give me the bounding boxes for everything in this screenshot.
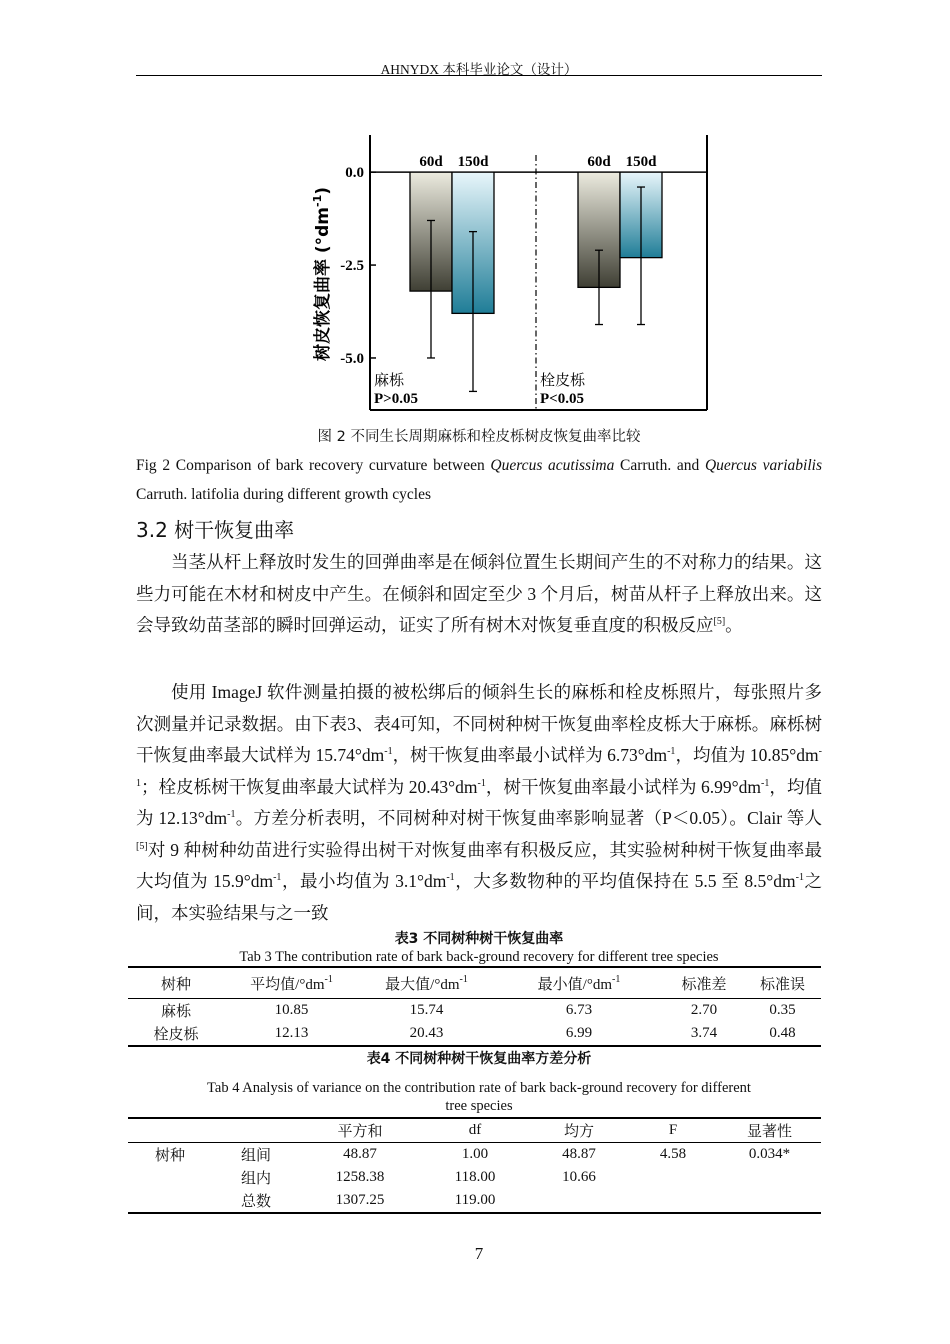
table4-header-cell: F	[668, 1122, 678, 1138]
section-title: 3.2 树干恢复曲率	[136, 518, 295, 542]
bar-label: 60d	[419, 154, 443, 171]
page-number: 7	[474, 1244, 484, 1263]
table4-header-cell: 均方	[563, 1124, 594, 1140]
figure-caption-en: Fig 2 Comparison of bark recovery curvature between Quercus acutissima Carruth. and Quercus variabilis Carruth. latifolia during different growth cycles	[136, 457, 822, 503]
bar-chart	[300, 130, 720, 412]
table-cell: 12.13	[274, 1025, 309, 1041]
running-header: AHNYDX 本科毕业论文（设计）	[380, 62, 578, 77]
paragraph-1: 当茎从杆上释放时发生的回弹曲率是在倾斜位置生长期间产生的不对称力的结果。这些力可能在木材和树皮中产生。在倾斜和固定至少 3 个月后，树苗从杆子上释放出来。这会导致幼苗茎部的瞬时回弹运动，证实了所有树木对恢复垂直度的积极反应[5]。	[136, 552, 822, 635]
table3-header-row	[128, 967, 821, 999]
table-cell: 118.00	[454, 1169, 496, 1185]
bar-label: 150d	[457, 154, 489, 171]
table-cell: 树种	[154, 1148, 185, 1164]
table-cell: 6.99	[565, 1025, 593, 1041]
table4	[128, 1117, 821, 1214]
table3-title-en: Tab 3 The contribution rate of bark back-ground recovery for different tree species	[239, 949, 719, 965]
table-cell: 15.74	[409, 1002, 444, 1018]
table-cell: 48.87	[343, 1146, 377, 1162]
table-cell: 20.43	[409, 1025, 444, 1041]
table-cell: 1307.25	[335, 1192, 385, 1208]
table-row	[128, 999, 821, 1023]
table-cell: 6.73	[565, 1002, 593, 1018]
species-label: 麻栎	[374, 371, 405, 389]
table4-title-en: Tab 4 Analysis of variance on the contribution rate of bark back-ground recovery for different tree species	[207, 1080, 751, 1114]
table-cell	[718, 1189, 821, 1213]
table-cell: 2.70	[690, 1002, 718, 1018]
table-cell	[628, 1189, 718, 1213]
table-cell	[628, 1166, 718, 1189]
table-cell: 组内	[240, 1171, 271, 1187]
table3	[128, 966, 821, 1047]
y-tick-label: -2.5	[340, 258, 364, 275]
table4-header-cell	[128, 1118, 212, 1143]
table-cell	[718, 1166, 821, 1189]
table-row	[128, 1189, 821, 1213]
table3-header-cell: 树种	[160, 976, 191, 993]
p-value-label: P>0.05	[374, 391, 418, 407]
table4-header-cell: 显著性	[746, 1124, 792, 1140]
table-cell: 麻栎	[160, 1004, 191, 1020]
table4-title-cn: 表4 不同树种树干恢复曲率方差分析	[366, 1051, 592, 1067]
table4-header-cell	[212, 1118, 300, 1143]
table3-header-cell: 标准差	[681, 976, 727, 993]
bar-label: 150d	[625, 154, 657, 171]
table-cell: 0.48	[769, 1025, 796, 1041]
table-cell: 10.85	[274, 1002, 309, 1018]
table-row	[128, 1166, 821, 1189]
table-cell	[530, 1189, 628, 1213]
table3-header-cell: 最小值$/^\circ dm^{-1}$	[537, 973, 621, 993]
table3-header-cell: 平均值$/^\circ dm^{-1}$	[250, 973, 333, 993]
figure-caption-cn: 图 2 不同生长周期麻栎和栓皮栎树皮恢复曲率比较	[317, 429, 641, 445]
bar-label: 60d	[587, 154, 611, 171]
table3-header-cell: 标准误	[759, 976, 805, 993]
y-tick-label: 0.0	[345, 165, 364, 182]
paragraph-2: 使用 ImageJ 软件测量拍摄的被松绑后的倾斜生长的麻栎和栓皮栎照片，每张照片多次测量并记录数据。由下表3、表4可知，不同树种树干恢复曲率栓皮栎大于麻栎。麻栎树干恢复曲率最大试样为 $15.74^\circ dm^{-1}$，树干恢复曲率最小试样为 $6.73^\circ dm^{-1}$，均值为 $10.85^\circ dm^{-1}$；栓皮栎树干恢复曲率最大试样为 $20.43^\circ dm^{-1}$，树干恢复曲率最小试样为 $6.99^\circ dm^{-1}$，均值为 $12.13^\circ dm^{-1}$。方差分析表明，不同树种对树干恢复曲率影响显著（P＜0.05）。Clair 等人[5]对 9 种树种幼苗进行实验得出树干对恢复曲率有积极反应，其实验树种树干恢复曲率最大均值为 $15.9^\circ dm^{-1}$，最小均值为 $3.1^\circ dm^{-1}$，大多数物种的平均值保持在 5.5 至 $8.5^\circ dm^{-1}$之间，本实验结果与之一致	[136, 682, 822, 923]
table3-title-cn: 表3 不同树种树干恢复曲率	[394, 931, 564, 947]
table-cell: 0.034*	[748, 1146, 791, 1162]
table-cell: 3.74	[690, 1025, 718, 1041]
species-label: 栓皮栎	[540, 371, 586, 389]
table-cell: 0.35	[769, 1002, 796, 1018]
table-cell: 48.87	[562, 1146, 596, 1162]
table-row	[128, 1143, 821, 1167]
table-row	[128, 1022, 821, 1046]
y-tick-label: -5.0	[340, 350, 364, 367]
table-cell: 组间	[240, 1148, 271, 1164]
table-cell: 119.00	[454, 1192, 496, 1208]
table-cell: 1.00	[461, 1146, 489, 1162]
p-value-label: P<0.05	[540, 391, 584, 407]
table-cell: 栓皮栎	[153, 1027, 199, 1043]
table-cell	[128, 1189, 212, 1213]
header-rule	[136, 75, 822, 76]
table3-header-cell: 最大值$/^\circ dm^{-1}$	[385, 973, 468, 993]
table4-header-cell: df	[468, 1122, 482, 1138]
table-cell: 10.66	[562, 1169, 596, 1185]
table4-header-cell: 平方和	[337, 1124, 383, 1140]
y-axis-label: 树皮恢复曲率 $(^\circ dm^{-1})$	[311, 186, 333, 362]
table-cell	[128, 1166, 212, 1189]
table-cell: 4.58	[659, 1146, 687, 1162]
table-cell: 1258.38	[335, 1169, 385, 1185]
table4-header-row	[128, 1118, 821, 1143]
table-cell: 总数	[240, 1194, 271, 1210]
